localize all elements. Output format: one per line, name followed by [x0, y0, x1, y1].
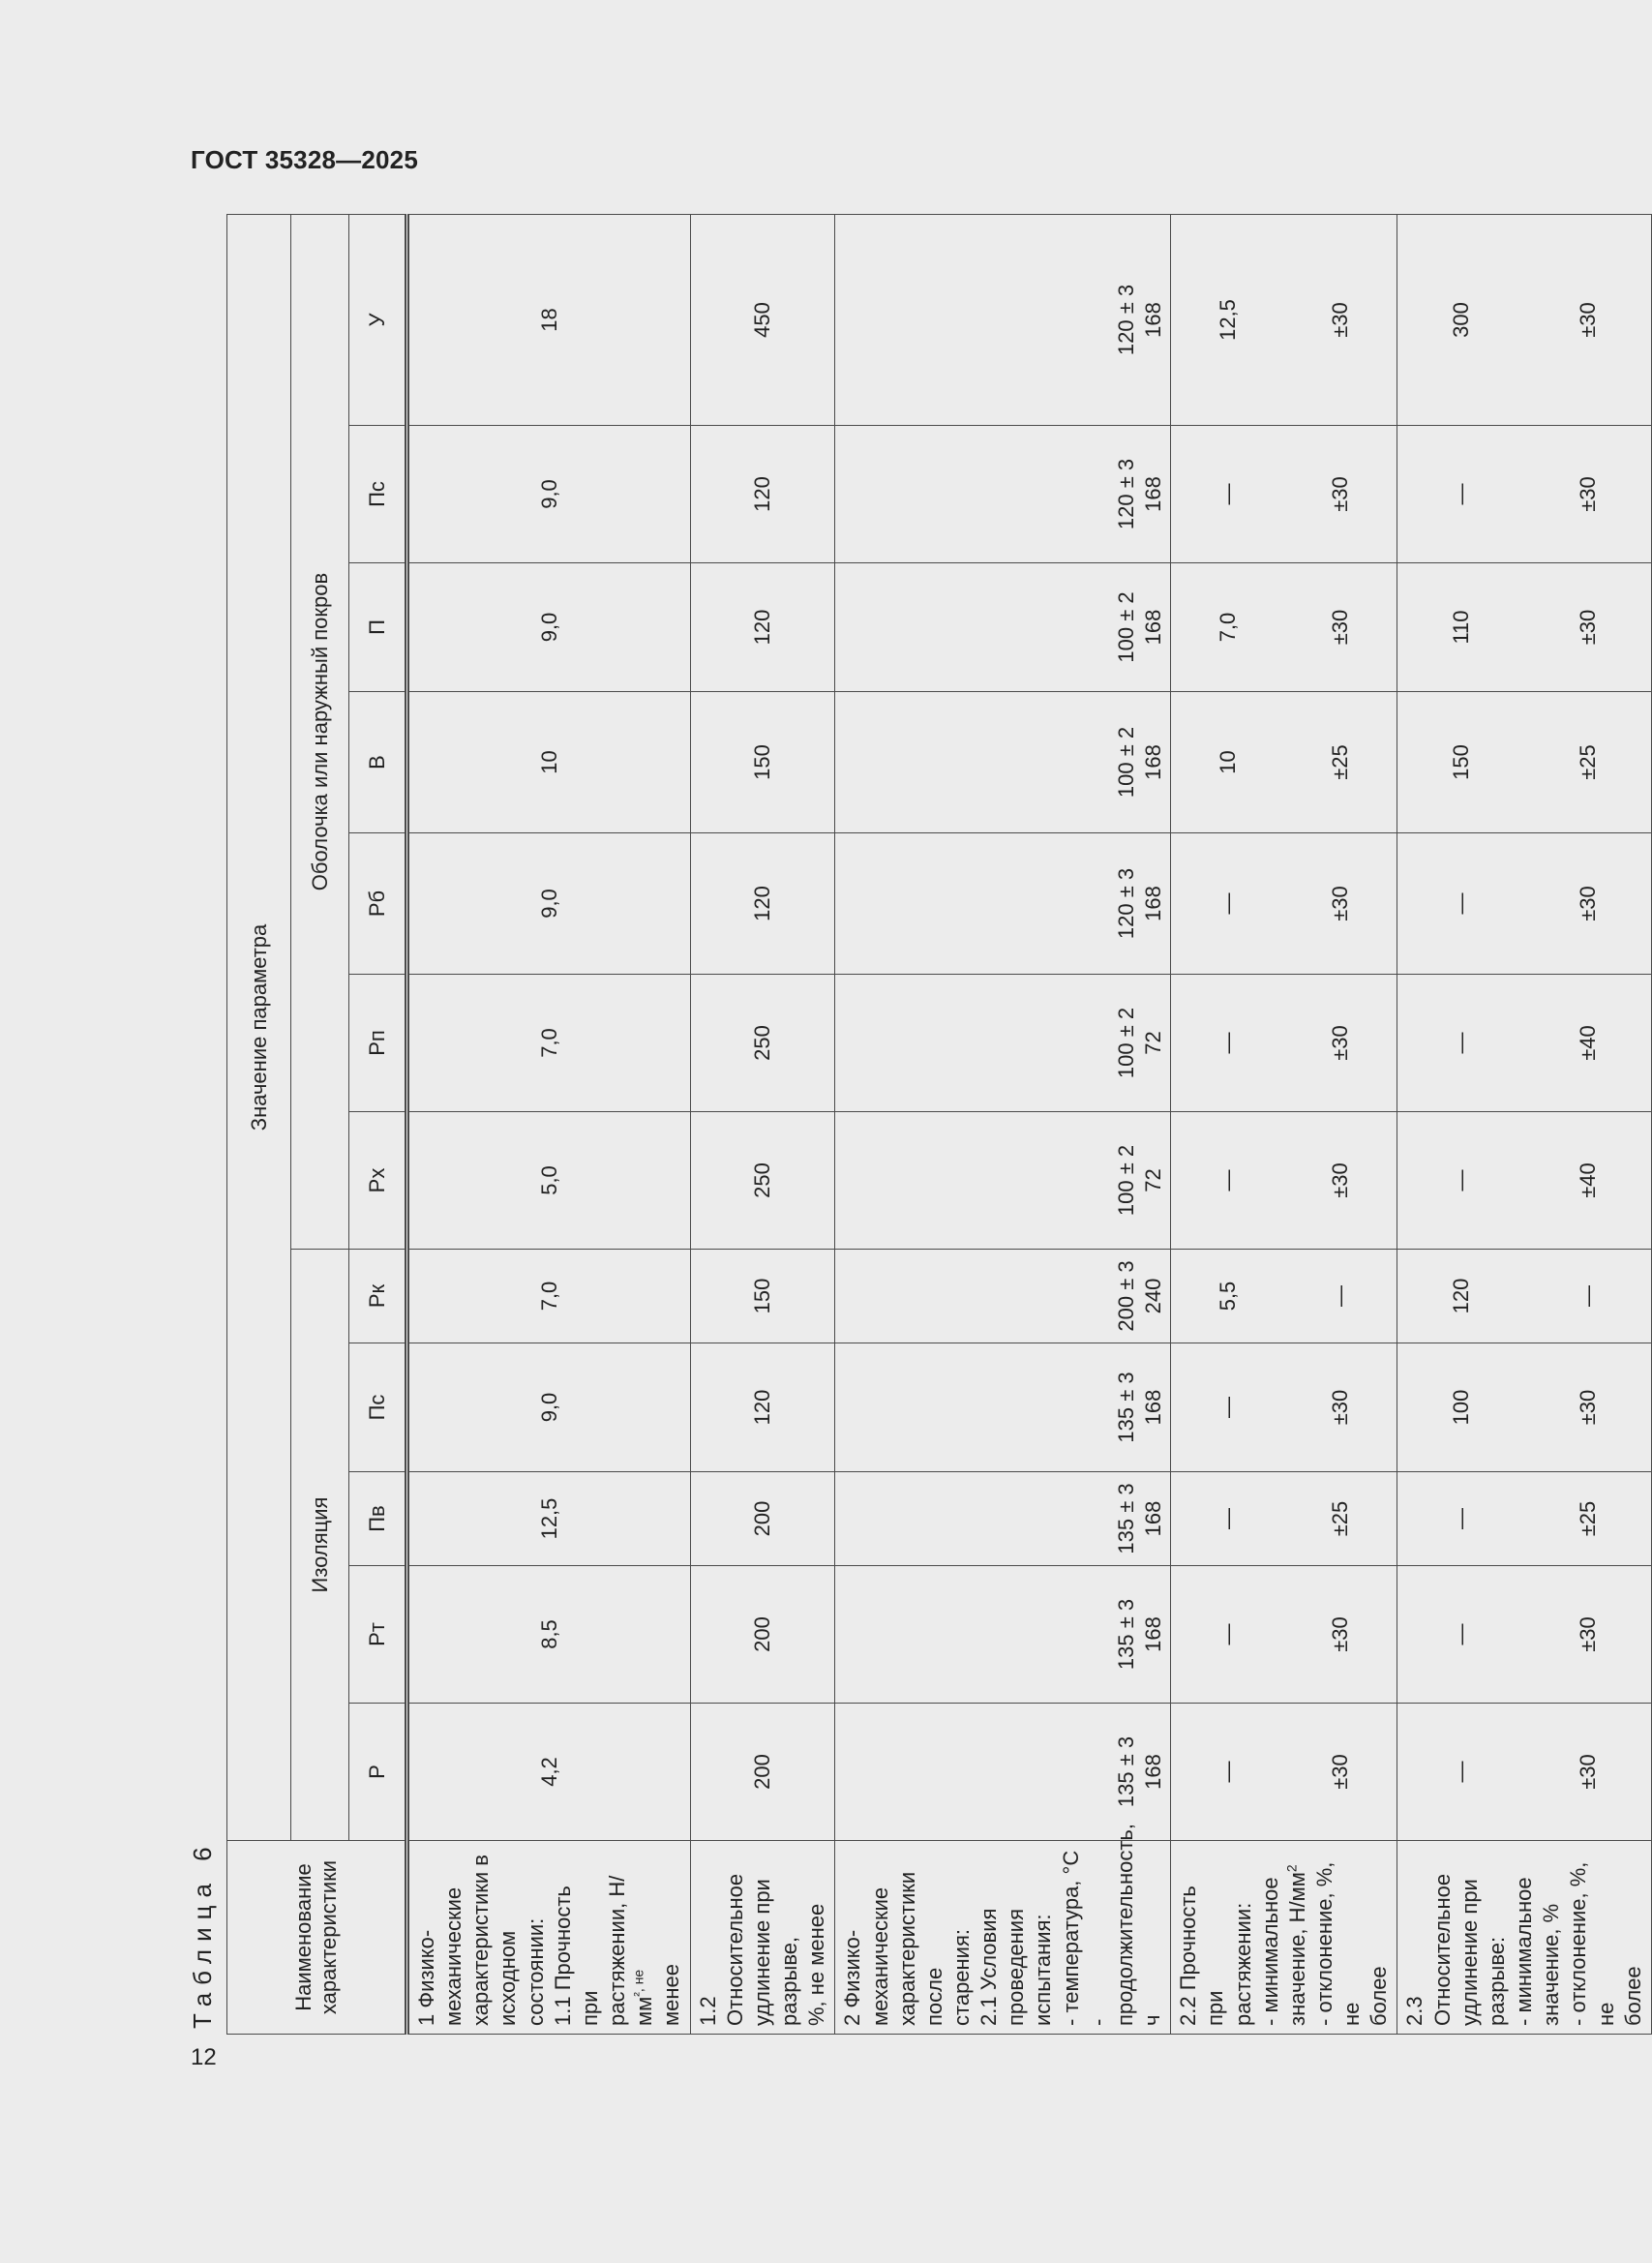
col-header-5: Рк: [349, 1250, 407, 1343]
table-cell: [1397, 426, 1651, 563]
label-line: характеристики в: [468, 1855, 494, 2026]
table-cell: [1171, 214, 1397, 425]
table-cell: 10: [407, 692, 691, 833]
table-cell: 120 ± 3 168: [835, 214, 1171, 425]
deviation-value: ±40: [1575, 1025, 1600, 1061]
row-label: [690, 1841, 835, 2035]
min-value: —: [1448, 1032, 1473, 1054]
label-fragment: значение, Н/мм: [1284, 1872, 1309, 2026]
table-cell: 100 ± 2 168: [835, 692, 1171, 833]
deviation-value: ±30: [1328, 1616, 1353, 1652]
min-value: 12,5: [1215, 299, 1240, 341]
deviation-value: ±30: [1328, 886, 1353, 921]
label-line: 1 Физико-механические: [414, 1886, 466, 2026]
deviation-value: ±30: [1328, 302, 1353, 338]
label-line: - продолжительность, ч: [1085, 1824, 1165, 2026]
table-cell: 135 ± 3 168: [835, 1472, 1171, 1566]
rotated-table-container: [226, 215, 1645, 2035]
label-line: проведения испытания:: [1004, 1909, 1056, 2026]
min-value: 150: [1448, 744, 1473, 780]
row-label: [407, 1841, 691, 2035]
table-cell: 120: [690, 426, 835, 563]
label-line: %, не менее: [804, 1903, 829, 2026]
table-cell: 100 ± 2 72: [835, 975, 1171, 1112]
table-cell: [1171, 1250, 1397, 1343]
label-line: - минимальное: [1257, 1877, 1282, 2026]
table-cell: 18: [407, 214, 691, 425]
table-cell: 120 ± 3 168: [835, 833, 1171, 975]
table-cell: [1171, 975, 1397, 1112]
parameters-table: [226, 214, 1652, 2035]
deviation-value: ±30: [1575, 1754, 1600, 1790]
table-cell: 8,5: [407, 1566, 691, 1704]
header-value: Значение параметра: [227, 214, 291, 1840]
table-row: [1397, 214, 1651, 2034]
header-sheath: Оболочка или наружный покров: [291, 214, 349, 1249]
table-cell: 200: [690, 1704, 835, 1841]
table-cell: 200 ± 3 240: [835, 1250, 1171, 1343]
table-cell: 7,0: [407, 1250, 691, 1343]
table-cell: 9,0: [407, 563, 691, 692]
deviation-value: ±25: [1328, 1500, 1353, 1537]
page-number: 12: [191, 2044, 217, 2070]
deviation-value: ±30: [1328, 1389, 1353, 1426]
table-cell: [1171, 833, 1397, 975]
col-header-4: Пс: [349, 1343, 407, 1472]
table-cell: [1397, 1472, 1651, 1566]
min-value: —: [1448, 1169, 1473, 1192]
min-value: —: [1215, 1623, 1240, 1645]
label-line: - отклонение, %, не: [1312, 1861, 1365, 2026]
deviation-value: ±30: [1328, 1754, 1353, 1790]
label-line: удлинение при разрыве,: [749, 1879, 802, 2026]
table-cell: [1397, 563, 1651, 692]
table-row: [1171, 214, 1397, 2034]
deviation-value: ±30: [1328, 609, 1353, 646]
table-cell: 4,2: [407, 1704, 691, 1841]
table-cell: 450: [690, 214, 835, 425]
table-cell: [1397, 1566, 1651, 1704]
table-cell: 100 ± 2 168: [835, 563, 1171, 692]
col-header-11: Пс: [349, 426, 407, 563]
min-value: —: [1448, 483, 1473, 505]
table-cell: [1171, 1704, 1397, 1841]
table-cell: 120: [690, 833, 835, 975]
superscript: ², не: [630, 1969, 646, 1997]
label-line: 1.1 Прочность при: [550, 1886, 602, 2026]
table-cell: [1171, 1343, 1397, 1472]
label-line: исходном состоянии:: [496, 1917, 548, 2026]
deviation-value: ±30: [1575, 1616, 1600, 1652]
min-value: —: [1215, 1761, 1240, 1783]
label-line: - температура, °С: [1058, 1850, 1083, 2026]
table-cell: [1397, 975, 1651, 1112]
col-header-7: Рп: [349, 975, 407, 1112]
label-line: удлинение при разрыве:: [1457, 1879, 1509, 2026]
label-line: растяжении:: [1230, 1902, 1255, 2026]
table-cell: 9,0: [407, 833, 691, 975]
min-value: —: [1215, 1508, 1240, 1529]
min-value: —: [1215, 1169, 1240, 1192]
label-line: [1284, 1849, 1311, 2026]
deviation-value: —: [1328, 1285, 1353, 1307]
deviation-value: ±30: [1575, 609, 1600, 646]
table-cell: [1171, 1112, 1397, 1250]
table-cell: 120 ± 3 168: [835, 426, 1171, 563]
label-line: старения:: [948, 1929, 974, 2026]
deviation-value: ±30: [1575, 302, 1600, 338]
deviation-value: ±25: [1328, 744, 1353, 780]
min-value: 7,0: [1215, 612, 1240, 643]
table-cell: [1171, 563, 1397, 692]
label-line: 2 Физико-механические: [840, 1886, 892, 2026]
table-row: [835, 214, 1171, 2034]
table-cell: 9,0: [407, 426, 691, 563]
deviation-value: —: [1575, 1285, 1600, 1307]
table-cell: 9,0: [407, 1343, 691, 1472]
col-header-10: П: [349, 563, 407, 692]
table-cell: 120: [690, 1343, 835, 1472]
col-header-2: Рт: [349, 1566, 407, 1704]
table-cell: 7,0: [407, 975, 691, 1112]
min-value: —: [1215, 483, 1240, 505]
deviation-value: ±25: [1575, 1500, 1600, 1537]
min-value: —: [1215, 1397, 1240, 1418]
document-title: ГОСТ 35328—2025: [191, 145, 418, 174]
deviation-value: ±30: [1575, 1389, 1600, 1426]
label-line: - минимальное: [1512, 1877, 1537, 2026]
label-line: [604, 1849, 658, 2026]
deviation-value: ±40: [1575, 1162, 1600, 1198]
table-cell: 135 ± 3 168: [835, 1566, 1171, 1704]
table-cell: [1397, 214, 1651, 425]
table-cell: [1171, 1472, 1397, 1566]
table-cell: 200: [690, 1472, 835, 1566]
deviation-value: ±30: [1328, 1025, 1353, 1061]
table-cell: 5,0: [407, 1112, 691, 1250]
min-value: —: [1448, 1761, 1473, 1783]
table-cell: 150: [690, 1250, 835, 1343]
label-line: характеристики после: [894, 1871, 946, 2026]
min-value: 5,5: [1215, 1281, 1240, 1312]
deviation-value: ±30: [1575, 886, 1600, 921]
deviation-value: ±30: [1575, 476, 1600, 512]
table-cell: 120: [690, 563, 835, 692]
table-cell: 100 ± 2 72: [835, 1112, 1171, 1250]
table-cell: 200: [690, 1566, 835, 1704]
col-header-6: Рх: [349, 1112, 407, 1250]
min-value: —: [1215, 892, 1240, 915]
table-cell: [1397, 1343, 1651, 1472]
table-cell: [1397, 1704, 1651, 1841]
header-insulation: Изоляция: [291, 1250, 349, 1841]
table-cell: [1171, 692, 1397, 833]
label-line: более: [1367, 1966, 1392, 2026]
table-cell: 12,5: [407, 1472, 691, 1566]
deviation-value: ±25: [1575, 744, 1600, 780]
header-name: Наименование характеристики: [227, 1841, 407, 2035]
min-value: —: [1448, 1508, 1473, 1529]
label-line: 2.3 Относительное: [1402, 1873, 1455, 2026]
col-header-12: У: [349, 214, 407, 425]
label-line: более: [1620, 1966, 1645, 2026]
table-cell: [1171, 1566, 1397, 1704]
deviation-value: ±30: [1328, 1162, 1353, 1198]
table-cell: 135 ± 3 168: [835, 1704, 1171, 1841]
label-line: 2.1 Условия: [976, 1908, 1002, 2026]
label-line: 1.2 Относительное: [695, 1873, 747, 2026]
table-cell: 250: [690, 1112, 835, 1250]
min-value: 110: [1448, 610, 1473, 645]
col-header-9: В: [349, 692, 407, 833]
table-row: [407, 214, 691, 2034]
table-cell: [1397, 1250, 1651, 1343]
table-cell: [1397, 692, 1651, 833]
min-value: —: [1215, 1032, 1240, 1054]
deviation-value: ±30: [1328, 476, 1353, 512]
min-value: 100: [1448, 1389, 1473, 1426]
table-row: [690, 214, 835, 2034]
min-value: 10: [1215, 750, 1240, 774]
min-value: —: [1448, 1623, 1473, 1645]
row-label: [1397, 1841, 1651, 2035]
min-value: —: [1448, 892, 1473, 915]
label-fragment: растяжении, Н/мм: [605, 1875, 657, 2026]
table-cell: 250: [690, 975, 835, 1112]
col-header-1: Р: [349, 1704, 407, 1841]
label-line: менее: [659, 1964, 684, 2026]
min-value: 120: [1448, 1278, 1473, 1314]
row-label: [1171, 1841, 1397, 2035]
table-cell: 150: [690, 692, 835, 833]
table-cell: [1397, 833, 1651, 975]
min-value: 300: [1448, 302, 1473, 338]
table-caption: Таблица 6: [188, 1839, 217, 2029]
table-cell: [1171, 426, 1397, 563]
label-line: значение, %: [1539, 1903, 1564, 2026]
label-line: 2.2 Прочность при: [1176, 1886, 1228, 2026]
col-header-3: Пв: [349, 1472, 407, 1566]
superscript: 2: [1283, 1864, 1300, 1873]
col-header-8: Рб: [349, 833, 407, 975]
table-cell: [1397, 1112, 1651, 1250]
table-cell: 135 ± 3 168: [835, 1343, 1171, 1472]
label-line: - отклонение, %, не: [1566, 1861, 1618, 2026]
row-label: [835, 1824, 1171, 2035]
